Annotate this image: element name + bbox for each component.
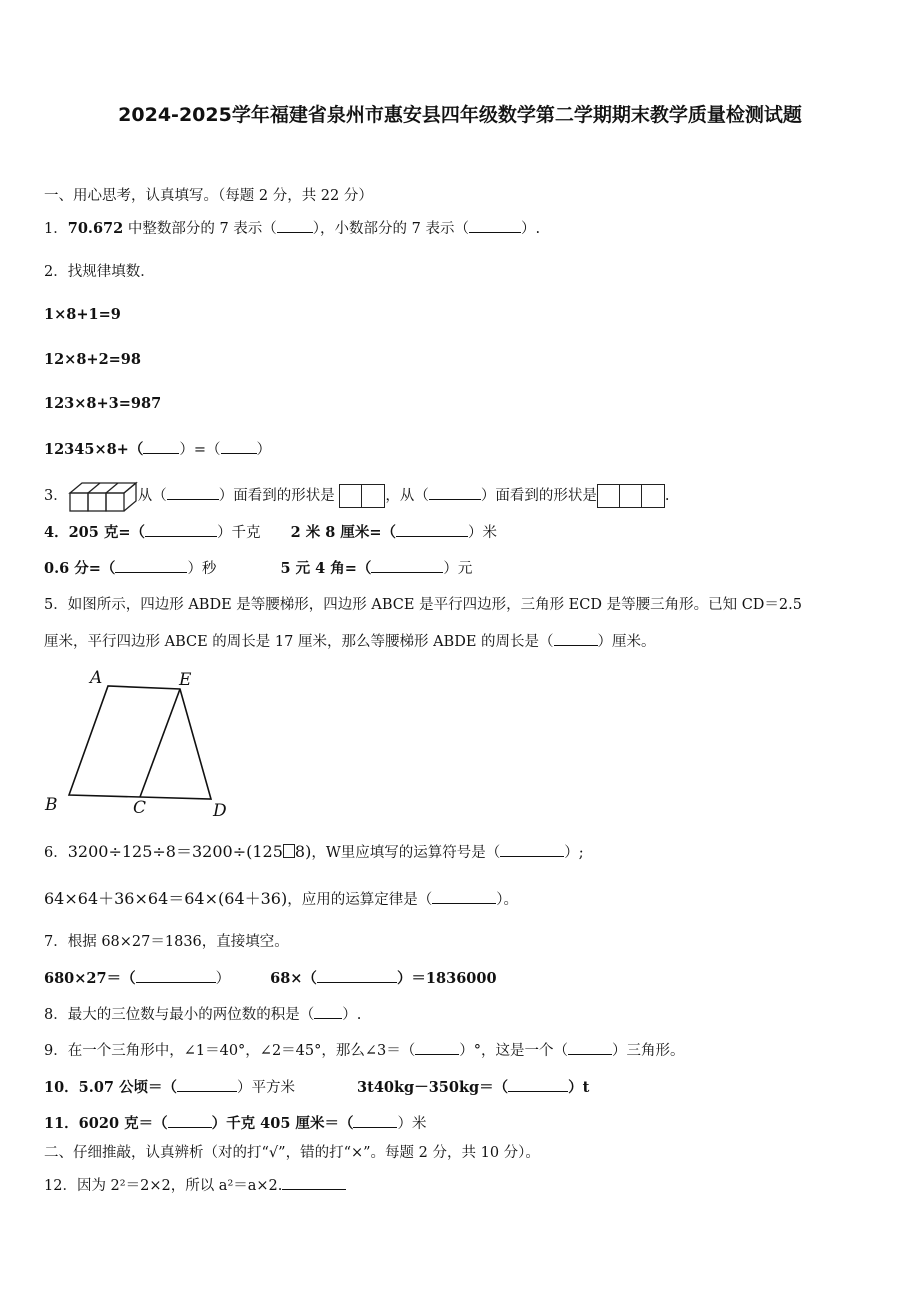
section-1-heading: 一、用心思考，认真填写。（每题 2 分，共 22 分） [44,188,373,204]
answer-blank[interactable] [143,439,179,454]
pattern-line-1: 1×8+1=9 [44,306,121,323]
label-C: C [133,798,147,818]
answer-blank[interactable] [317,968,397,983]
question-4-line-2: 0.6 分=（ ）秒 5 元 4 角=（ ）元 [44,560,473,577]
question-11: 11．6020 克＝（ ）千克 405 厘米＝（ ）米 [44,1115,427,1132]
answer-blank[interactable] [396,522,468,537]
question-8: 8．最大的三位数与最小的两位数的积是（ ）. [44,1004,361,1025]
answer-blank[interactable] [145,522,217,537]
answer-blank[interactable] [371,558,443,573]
answer-blank[interactable] [469,218,521,233]
pattern-line-3: 123×8+3=987 [44,395,162,412]
label-A: A [90,668,103,688]
answer-blank[interactable] [568,1040,612,1055]
operator-box [283,844,295,858]
question-5-line-2: 厘米，平行四边形 ABCE 的周长是 17 厘米，那么等腰梯形 ABDE 的周长是（ ）厘米。 [44,631,656,652]
pattern-line-2: 12×8+2=98 [44,351,141,368]
answer-blank[interactable] [168,1113,212,1128]
section-2-heading: 二、仔细推敲，认真辨析（对的打“√”，错的打“×”。每题 2 分，共 10 分）。 [44,1145,540,1161]
question-7-answers: 680×27＝（ ） 68×（ ）＝1836000 [44,970,497,987]
answer-blank[interactable] [136,968,216,983]
question-6-line-2: 64×64＋36×64＝64×(64＋36)，应用的运算定律是（ ）。 [44,889,518,908]
two-square-shape [339,484,385,508]
question-2: 2．找规律填数． [44,264,155,280]
answer-blank[interactable] [221,439,257,454]
pattern-line-4: 12345×8+（ ）=（ ） [44,441,271,458]
answer-blank[interactable] [432,889,496,904]
label-D: D [213,801,227,821]
answer-blank[interactable] [277,218,313,233]
label-E: E [179,670,192,690]
answer-blank[interactable] [415,1040,459,1055]
answer-blank[interactable] [177,1077,237,1092]
question-5-line-1: 5．如图所示，四边形 ABDE 是等腰梯形，四边形 ABCE 是平行四边形，三角形 ECD 是等腰三角形。已知 CD＝2.5 [44,597,802,613]
answer-blank[interactable] [167,485,219,500]
question-10: 10．5.07 公顷＝（ ）平方米 3t40kg－350kg＝（ ）t [44,1079,590,1096]
trapezoid-figure [40,664,240,824]
answer-blank[interactable] [554,631,598,646]
answer-blank[interactable] [282,1175,346,1190]
question-4-line-1: 4．205 克=（ ）千克 2 米 8 厘米=（ ）米 [44,524,498,541]
answer-blank[interactable] [429,485,481,500]
answer-blank[interactable] [353,1113,397,1128]
cube-stack-figure [68,479,138,513]
answer-blank[interactable] [508,1077,568,1092]
question-6-line-1: 6．3200÷125÷8＝3200÷(125 8)，W里应填写的运算符号是（ ）; [44,842,584,861]
label-B: B [45,795,58,815]
answer-blank[interactable] [314,1004,342,1019]
question-12: 12．因为 2²＝2×2，所以 a²＝a×2. [44,1175,346,1196]
question-1: 1．70.672 中整数部分的 7 表示（ ），小数部分的 7 表示（ ）. [44,220,541,237]
three-square-shape [597,484,665,508]
question-7: 7．根据 68×27＝1836，直接填空。 [44,934,289,950]
answer-blank[interactable] [115,558,187,573]
answer-blank[interactable] [500,842,564,857]
page-title: 2024-2025学年福建省泉州市惠安县四年级数学第二学期期末教学质量检测试题 [118,104,802,126]
question-3: 3． 从（ ）面看到的形状是 ，从（ ）面看到的形状是 . [44,479,669,513]
question-9: 9．在一个三角形中，∠1＝40°，∠2＝45°，那么∠3＝（ ）°，这是一个（ ）三角形。 [44,1040,685,1061]
